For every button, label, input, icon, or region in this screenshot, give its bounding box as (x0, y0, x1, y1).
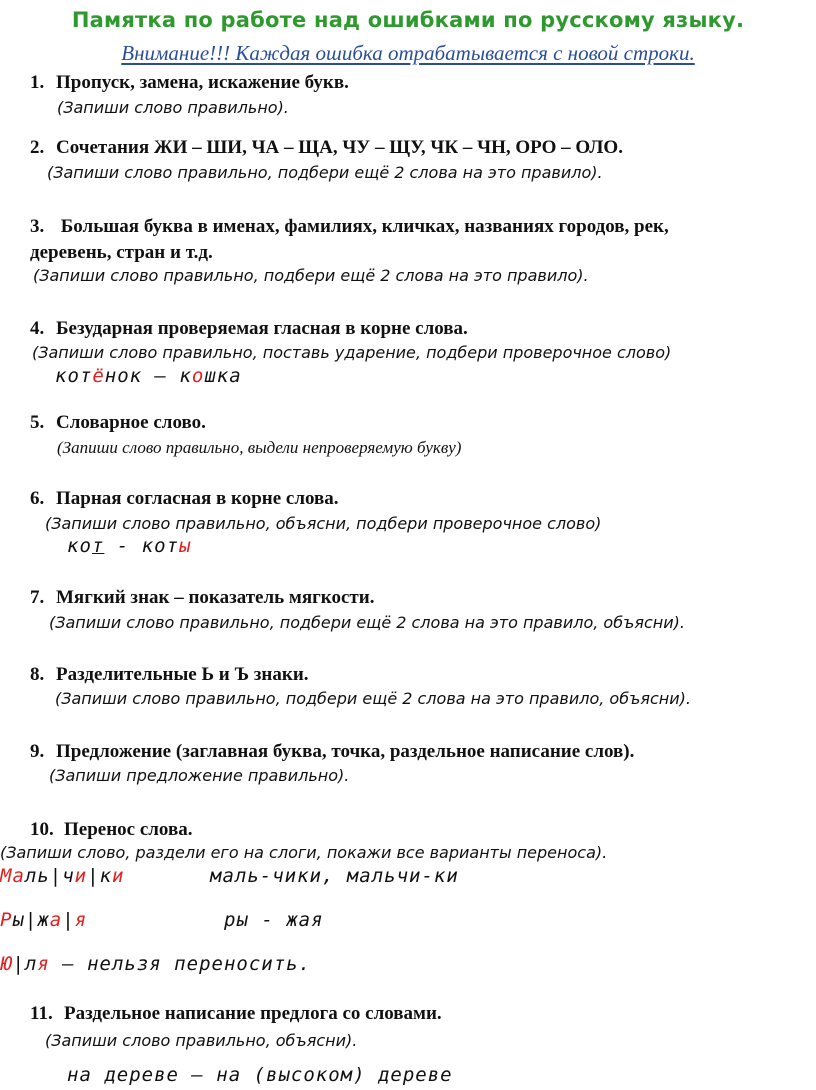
rule-number: 10. (30, 819, 54, 840)
rule-title: Раздельное написание предлога со словами. (64, 1003, 442, 1024)
rule-4-hint: (Запиши слово правильно, поставь ударение, подбери проверочное слово) (32, 343, 672, 362)
rule-10-example-3: Ю|ля – нельзя переносить. (0, 953, 312, 975)
rule-10-heading (30, 819, 192, 841)
rule-3-heading (30, 216, 669, 238)
rule-6-example: кот - коты (67, 535, 192, 557)
page-subtitle: Внимание!!! Каждая ошибка отрабатывается с новой строки. (121, 41, 695, 65)
rule-8-heading (30, 664, 309, 686)
rule-5-hint: (Запиши слово правильно, выдели непроверяемую букву) (57, 438, 462, 457)
rule-title: Разделительные Ь и Ъ знаки. (56, 664, 309, 685)
rule-11-hint: (Запиши слово правильно, объясни). (45, 1031, 358, 1050)
rule-title: Большая буква в именах, фамилиях, кличках, названиях городов, рек, (60, 216, 669, 237)
rule-9-heading (30, 741, 634, 763)
rule-title: Предложение (заглавная буква, точка, раздельное написание слов). (56, 741, 635, 762)
rule-10-example-2-result: ры - жая (224, 909, 324, 931)
rule-11-example: на дереве – на (высоком) дереве (67, 1064, 453, 1086)
rule-title: Мягкий знак – показатель мягкости. (56, 587, 375, 608)
rule-title: Парная согласная в корне слова. (56, 488, 339, 509)
rule-6-heading (30, 488, 339, 510)
rule-3-heading-line2: деревень, стран и т.д. (30, 242, 213, 263)
rule-5-heading (30, 412, 206, 434)
rule-1-hint: (Запиши слово правильно). (57, 98, 289, 117)
rule-10-hint: (Запиши слово, раздели его на слоги, покажи все варианты переноса). (0, 843, 608, 862)
rule-1-heading (30, 72, 349, 94)
rule-3-hint: (Запиши слово правильно, подбери ещё 2 слова на это правило). (33, 266, 589, 285)
page-title: Памятка по работе над ошибками по русскому языку. (71, 8, 745, 32)
rule-4-example: котёнок – кошка (55, 365, 242, 387)
rule-10-example-1: Маль|чи|ки (0, 865, 125, 887)
rule-title: Словарное слово. (56, 412, 206, 433)
rule-number: 6. (30, 488, 45, 509)
rule-title: Пропуск, замена, искажение букв. (56, 72, 349, 93)
rule-10-example-2: Ры|жа|я (0, 909, 88, 931)
rule-11-heading (30, 1003, 442, 1025)
rule-7-heading (30, 587, 374, 609)
rule-4-heading (30, 318, 468, 340)
rule-9-hint: (Запиши предложение правильно). (49, 766, 350, 785)
rule-number: 1. (30, 72, 45, 93)
rule-number: 5. (30, 412, 45, 433)
rule-title: Перенос слова. (64, 819, 193, 840)
rule-number: 9. (30, 741, 45, 762)
rule-number: 7. (30, 587, 45, 608)
rule-number: 3. (30, 216, 45, 237)
rule-10-example-1-result: маль-чики, мальчи-ки (210, 865, 459, 887)
rule-number: 2. (30, 137, 45, 158)
rule-title: Сочетания ЖИ – ШИ, ЧА – ЩА, ЧУ – ЩУ, ЧК – ЧН, ОРО – ОЛО. (56, 137, 623, 158)
rule-6-hint: (Запиши слово правильно, объясни, подбери проверочное слово) (45, 514, 602, 533)
rule-8-hint: (Запиши слово правильно, подбери ещё 2 слова на это правило, объясни). (55, 689, 691, 708)
rule-number: 11. (30, 1003, 53, 1024)
rule-title: Безударная проверяемая гласная в корне слова. (56, 318, 468, 339)
rule-2-heading (30, 137, 623, 159)
rule-number: 8. (30, 664, 45, 685)
rule-number: 4. (30, 318, 45, 339)
rule-2-hint: (Запиши слово правильно, подбери ещё 2 слова на это правило). (47, 163, 603, 182)
rule-7-hint: (Запиши слово правильно, подбери ещё 2 слова на это правило, объясни). (49, 613, 685, 632)
